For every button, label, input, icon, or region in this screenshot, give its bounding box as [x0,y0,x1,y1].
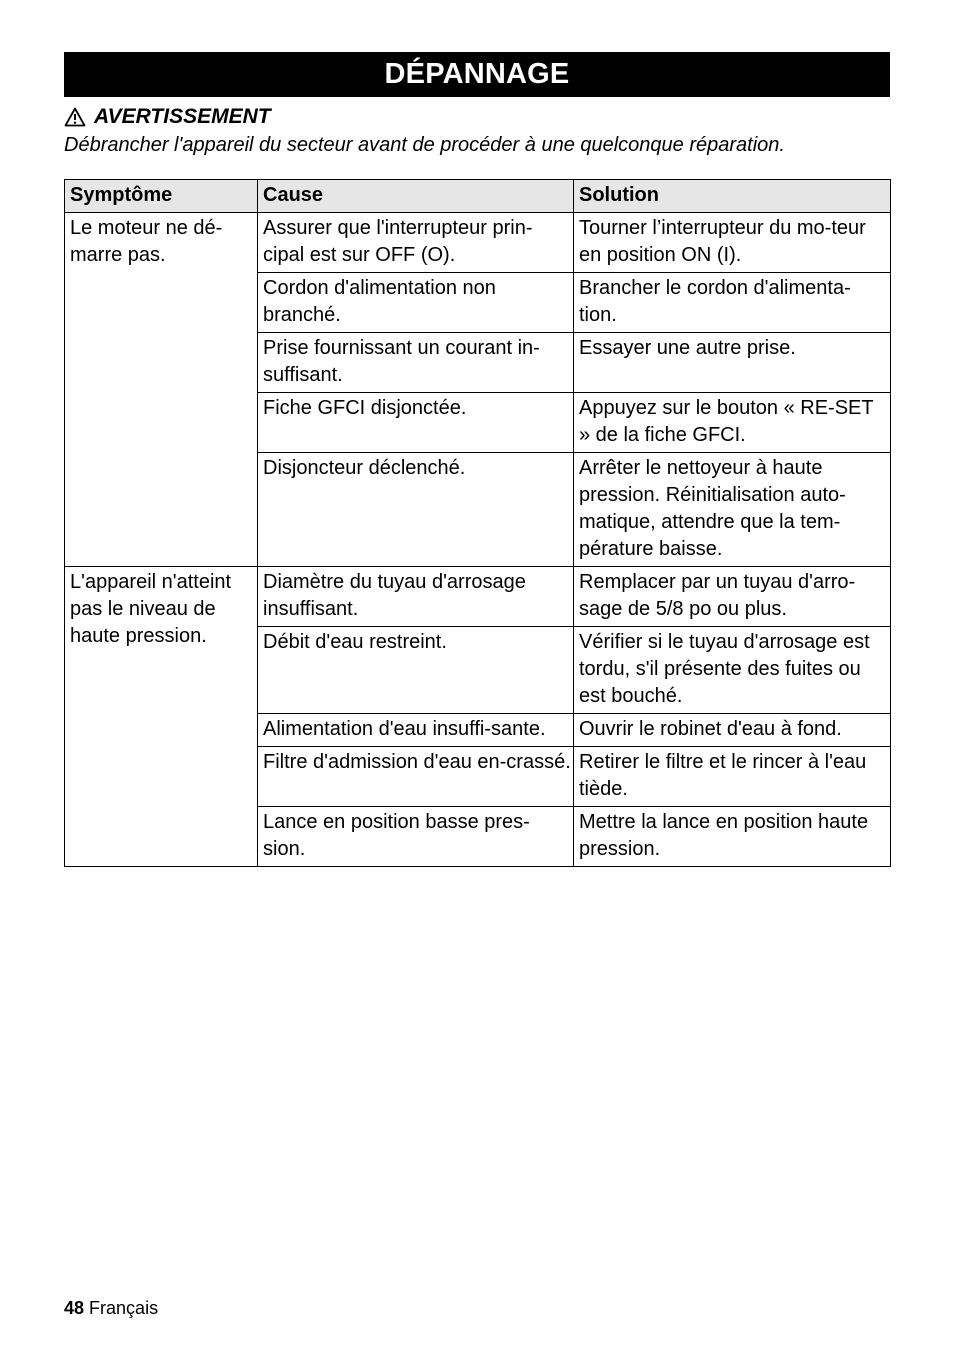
cause-cell: Diamètre du tuyau d'arrosage insuffisant. [258,567,574,627]
solution-cell: Arrêter le nettoyeur à haute pression. Réinitialisation auto-matique, attendre que la tem-pérature baisse. [574,453,891,567]
solution-cell: Appuyez sur le bouton « RE-SET » de la fiche GFCI. [574,393,891,453]
column-header-symptom: Symptôme [65,180,258,213]
table-row [65,213,891,273]
column-header-solution: Solution [574,180,891,213]
solution-cell: Tourner l’interrupteur du mo-teur en position ON (I). [574,213,891,273]
warning-heading [64,104,904,130]
page-number: 48 [64,1298,85,1318]
column-header-cause: Cause [258,180,574,213]
cause-cell: Assurer que l'interrupteur prin-cipal est sur OFF (O). [258,213,574,273]
troubleshooting-table [64,179,891,867]
cause-cell: Filtre d'admission d'eau en-crassé. [258,747,574,807]
solution-cell: Vérifier si le tuyau d'arrosage est tordu, s'il présente des fuites ou est bouché. [574,627,891,714]
solution-cell: Brancher le cordon d'alimenta-tion. [574,273,891,333]
cause-cell: Débit d'eau restreint. [258,627,574,714]
footer-language: Français [89,1298,159,1318]
solution-cell: Ouvrir le robinet d'eau à fond. [574,714,891,747]
warning-block [64,104,904,158]
solution-cell: Essayer une autre prise. [574,333,891,393]
solution-cell: Remplacer par un tuyau d'arro-sage de 5/8 po ou plus. [574,567,891,627]
cause-cell: Disjoncteur déclenché. [258,453,574,567]
section-title-bar [64,52,890,97]
cause-cell: Fiche GFCI disjonctée. [258,393,574,453]
page-footer [64,1296,158,1320]
table-header-row [65,180,891,213]
solution-cell: Retirer le filtre et le rincer à l'eau tiède. [574,747,891,807]
cause-cell: Prise fournissant un courant in-suffisant. [258,333,574,393]
warning-text: Débrancher l'appareil du secteur avant de procéder à une quelconque réparation. [64,134,785,156]
solution-cell: Mettre la lance en position haute pression. [574,807,891,867]
symptom-cell: L'appareil n'atteint pas le niveau de haute pression. [65,567,258,867]
warning-heading-text: AVERTISSEMENT [94,105,271,128]
cause-cell: Cordon d'alimentation non branché. [258,273,574,333]
warning-triangle-icon [64,107,86,127]
cause-cell: Lance en position basse pres-sion. [258,807,574,867]
symptom-cell: Le moteur ne dé-marre pas. [65,213,258,567]
page-title: DÉPANNAGE [384,58,570,90]
table-row [65,567,891,627]
cause-cell: Alimentation d'eau insuffi-sante. [258,714,574,747]
